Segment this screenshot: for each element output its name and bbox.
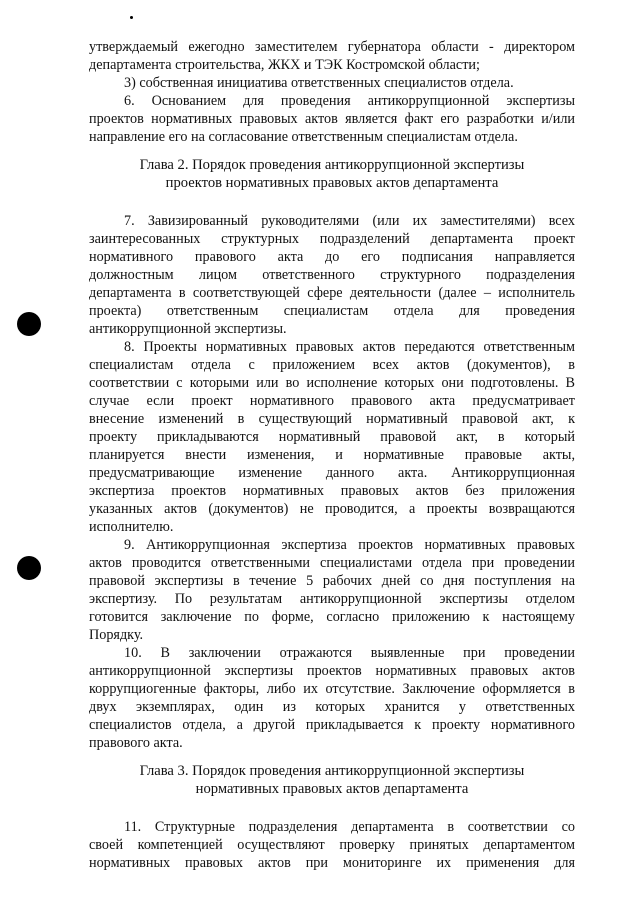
text-line: проекту прикладываются нормативный правовой акт, в который: [89, 429, 575, 445]
text-line: специалистов отдела, а другой прикладывается к проекту нормативного: [89, 717, 575, 733]
scan-speck: [130, 16, 133, 19]
text-line: проектов нормативных правовых актов является факт его разработки и/или: [89, 111, 575, 127]
text-line: 11. Структурные подразделения департамента в соответствии со: [124, 819, 575, 835]
text-line: указанных актов (документов) не проводится, а проекты возвращаются: [89, 501, 575, 517]
text-line: экспертиза проектов нормативных правовых актов без приложения: [89, 483, 575, 499]
text-line: департамента в соответствующей сфере деятельности (далее – исполнитель: [89, 285, 575, 301]
text-line: предусматривающие изменение данного акта. Антикоррупционная: [89, 465, 575, 481]
text-line: своей компетенцией осуществляют проверку принятых департаментом: [89, 837, 575, 853]
text-line: проекта) ответственным специалистам отдела для проведения: [89, 303, 575, 319]
text-line: Порядку.: [89, 627, 144, 643]
text-line: двух экземплярах, один из которых хранится у ответственных: [89, 699, 575, 715]
chapter-heading: проектов нормативных правовых актов департамента: [165, 175, 499, 191]
text-line: утверждаемый ежегодно заместителем губернатора области - директором: [89, 39, 575, 55]
text-line: коррупциогенные факторы, либо их отсутствие. Заключение оформляется в: [89, 681, 575, 697]
text-line: антикоррупционной экспертизы проектов нормативных правовых актов: [89, 663, 575, 679]
chapter-heading: Глава 3. Порядок проведения антикоррупционной экспертизы: [139, 763, 525, 779]
text-line: департамента строительства, ЖКХ и ТЭК Костромской области;: [89, 57, 480, 73]
text-line: 7. Завизированный руководителями (или их заместителями) всех: [124, 213, 575, 229]
chapter-heading: Глава 2. Порядок проведения антикоррупционной экспертизы: [139, 157, 525, 173]
binder-hole-bottom: [17, 556, 41, 580]
text-line: готовится заключение по форме, согласно приложению к настоящему: [89, 609, 575, 625]
text-line: специалистам отдела с приложением всех актов (документов), в: [89, 357, 575, 373]
text-line: должностным лицом ответственного структурного подразделения: [89, 267, 575, 283]
text-line: исполнителю.: [89, 519, 174, 535]
text-line: правовой экспертизы в течение 5 рабочих дней со дня поступления на: [89, 573, 575, 589]
text-line: нормативных правовых актов при мониторинге их применения для: [89, 855, 575, 871]
text-line: правового акта.: [89, 735, 183, 751]
text-line: 10. В заключении отражаются выявленные при проведении: [124, 645, 575, 661]
text-line: 6. Основанием для проведения антикоррупционной экспертизы: [124, 93, 575, 109]
text-line: 3) собственная инициатива ответственных специалистов отдела.: [124, 75, 514, 91]
text-line: внесение изменений в существующий нормативный правовой акт, к: [89, 411, 575, 427]
text-line: 9. Антикоррупционная экспертиза проектов нормативных правовых: [124, 537, 575, 553]
text-line: соответствии с которыми или во исполнение которых они подготовлены. В: [89, 375, 575, 391]
text-line: антикоррупционной экспертизы.: [89, 321, 287, 337]
text-line: экспертизу. По результатам антикоррупционной экспертизы отделом: [89, 591, 575, 607]
text-line: заинтересованных структурных подразделений департамента проект: [89, 231, 575, 247]
text-line: планируется внести изменения, и нормативные правовые акты,: [89, 447, 575, 463]
chapter-heading: нормативных правовых актов департамента: [195, 781, 469, 797]
text-line: направление его на согласование ответственным специалистам отдела.: [89, 129, 518, 145]
text-line: случае если проект нормативного правового акта предусматривает: [89, 393, 575, 409]
text-line: нормативного правового акта до его подписания направляется: [89, 249, 575, 265]
text-line: 8. Проекты нормативных правовых актов передаются ответственным: [124, 339, 575, 355]
text-line: актов проводится ответственными специалистами отдела при проведении: [89, 555, 575, 571]
binder-hole-top: [17, 312, 41, 336]
